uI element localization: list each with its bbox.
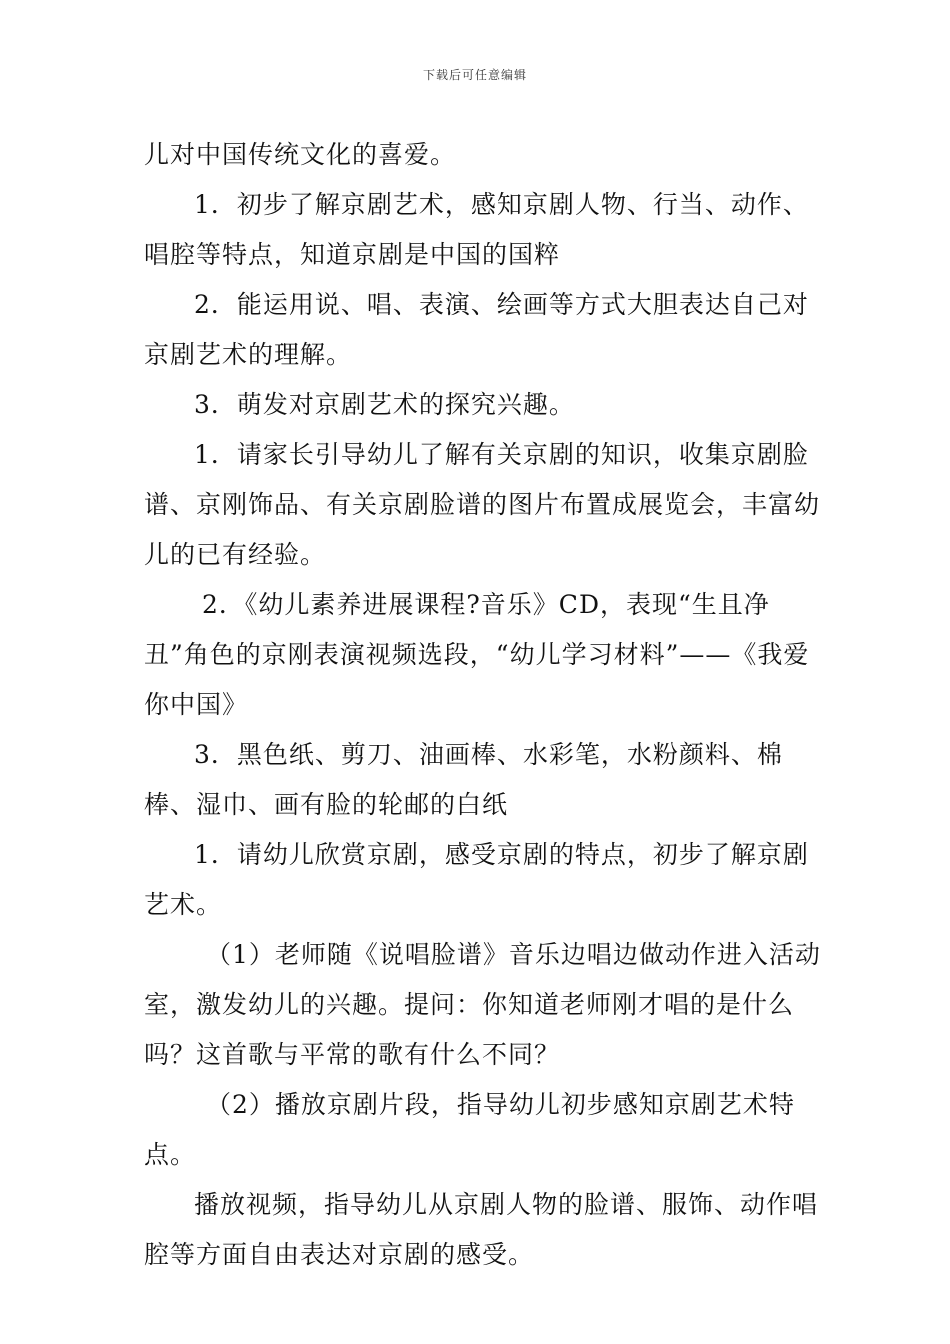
paragraph: 2．《幼儿素养进展课程?音乐》CD，表现“生且净丑”角色的京刚表演视频选段，“幼儿学习材料”——《我爱你中国》 xyxy=(144,590,810,719)
paragraph: 1．请家长引导幼儿了解有关京剧的知识，收集京剧脸谱、京刚饰品、有关京剧脸谱的图片布置成展览会，丰富幼儿的已有经验。 xyxy=(144,440,821,569)
paragraph: （1）老师随《说唱脸谱》音乐边唱边做动作进入活动室，激发幼儿的兴趣。提问：你知道老师刚才唱的是什么吗？这首歌与平常的歌有什么不同？ xyxy=(144,940,821,1069)
paragraph: 2．能运用说、唱、表演、绘画等方式大胆表达自己对京剧艺术的理解。 xyxy=(144,290,809,369)
paragraph: 3．萌发对京剧艺术的探究兴趣。 xyxy=(194,390,575,419)
paragraph: 儿对中国传统文化的喜爱。 xyxy=(144,140,457,169)
paragraph: 1．初步了解京剧艺术，感知京剧人物、行当、动作、唱腔等特点，知道京剧是中国的国粹 xyxy=(144,190,809,269)
document-body xyxy=(144,130,824,1280)
paragraph: 1．请幼儿欣赏京剧，感受京剧的特点，初步了解京剧艺术。 xyxy=(144,840,809,919)
page-header: 下载后可任意编辑 xyxy=(422,68,527,82)
paragraph: 播放视频，指导幼儿从京剧人物的脸谱、服饰、动作唱腔等方面自由表达对京剧的感受。 xyxy=(144,1190,819,1269)
paragraph: 3．黑色纸、剪刀、油画棒、水彩笔，水粉颜料、棉棒、湿巾、画有脸的轮邮的白纸 xyxy=(144,740,783,819)
paragraph: （2）播放京剧片段，指导幼儿初步感知京剧艺术特点。 xyxy=(144,1090,795,1169)
